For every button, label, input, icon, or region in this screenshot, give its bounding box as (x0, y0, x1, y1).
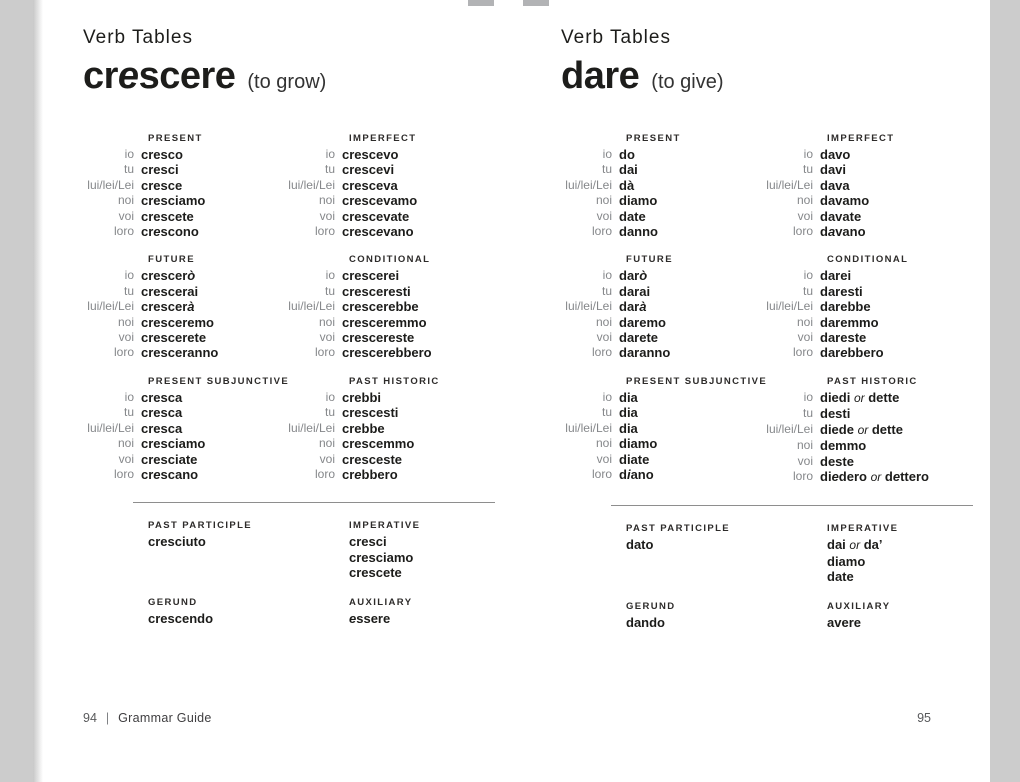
pronoun-label: voi (797, 208, 813, 223)
verb-form: darebbero (820, 345, 884, 361)
book-title: Grammar Guide (118, 711, 212, 725)
verb-form: daremmo (820, 314, 879, 330)
pronoun-label: voi (797, 453, 813, 468)
conjugation-row (762, 209, 963, 224)
pronoun-label: noi (796, 193, 813, 208)
verb-form: avere (827, 614, 861, 630)
conjugation-row (762, 193, 963, 208)
verb-form: dia (619, 389, 638, 405)
pronoun-label: io (124, 147, 134, 161)
conjugation-row (83, 315, 284, 330)
pronoun-label: tu (601, 162, 612, 177)
pronoun-label: noi (117, 193, 134, 208)
verb-title-line (83, 55, 511, 103)
verb-form: cresciamo (141, 436, 206, 452)
conjugation-row (561, 268, 762, 283)
pronoun-label: loro (113, 466, 134, 481)
verb-form: diano (619, 466, 654, 482)
pronoun-label: lui/lei/Lei (87, 177, 134, 192)
conjugation-tables (83, 131, 511, 482)
conjugation-row (762, 406, 963, 421)
verb-form: crescono (141, 224, 199, 240)
pronoun-label: noi (318, 193, 335, 208)
verb-form: cresceranno (141, 345, 219, 361)
verb-form: cresci (349, 534, 387, 550)
conjugation-row (561, 330, 762, 345)
verb-form: cresci (141, 162, 179, 178)
conjugation-row (762, 422, 963, 438)
verb-form: crescendo (148, 610, 214, 626)
verb-form: cresca (141, 420, 183, 436)
verb-form: cresceva (342, 177, 398, 193)
pronoun-label: loro (314, 224, 335, 239)
conjugation-row (83, 178, 284, 193)
verb-form: crescete (141, 208, 194, 224)
conjugation-table (83, 131, 284, 239)
conjugation-row (284, 268, 485, 283)
conjugation-row (284, 209, 485, 224)
extra-sections (626, 521, 989, 630)
pronoun-label: noi (595, 193, 612, 208)
conjugation-table (284, 374, 485, 482)
pronoun-label: noi (595, 314, 612, 329)
verb-form: cresceremo (141, 314, 214, 330)
verb-form: crebbero (342, 466, 398, 482)
conjugation-row (561, 345, 762, 360)
pronoun-label: lui/lei/Lei (565, 420, 612, 435)
conjugation-row (762, 178, 963, 193)
extra-section-label: IMPERATIVE (827, 523, 899, 535)
conjugation-row (762, 224, 963, 239)
verb-title: dare (561, 55, 640, 97)
pronoun-label: voi (319, 208, 335, 223)
verb-form: dato (626, 537, 654, 553)
pronoun-label: lui/lei/Lei (766, 299, 813, 314)
extra-section (148, 595, 349, 626)
conjugation-row (284, 224, 485, 239)
conjugation-row (83, 193, 284, 208)
pronoun-label: voi (118, 451, 134, 466)
verb-title: crescere (83, 55, 236, 97)
verb-form: davano (820, 224, 866, 240)
conjugation-row (83, 452, 284, 467)
conjugation-row (561, 147, 762, 162)
tab-stub[interactable] (523, 0, 549, 6)
tense-label: PRESENT (148, 133, 203, 144)
conjugation-row (83, 330, 284, 345)
verb-form: dai or da’ (827, 537, 883, 553)
tense-label: CONDITIONAL (827, 254, 909, 266)
conjugation-row (561, 421, 762, 436)
pronoun-label: voi (118, 208, 134, 223)
extra-section (827, 599, 1020, 630)
pronoun-label: io (803, 147, 813, 161)
pronoun-label: tu (802, 162, 813, 177)
conjugation-row (83, 209, 284, 224)
verb-form: cresciamo (141, 193, 206, 209)
conjugation-row (561, 315, 762, 330)
section-divider (133, 502, 495, 503)
tense-label: FUTURE (626, 254, 673, 266)
pronoun-label: tu (324, 283, 335, 298)
conjugation-table (83, 374, 290, 482)
conjugation-table (762, 374, 963, 485)
verb-form: daremo (619, 314, 666, 330)
conjugation-row (762, 330, 963, 345)
verb-form: danno (619, 224, 658, 240)
conjugation-row (83, 390, 284, 405)
verb-form: diedi or dette (820, 389, 900, 405)
pronoun-label: io (803, 389, 813, 404)
conjugation-row (284, 330, 485, 345)
verb-form: daresti (820, 283, 863, 299)
verb-form: crescereste (342, 330, 415, 346)
conjugation-row (561, 193, 762, 208)
tab-stub[interactable] (468, 0, 494, 6)
conjugation-row (762, 345, 963, 360)
conjugation-row (561, 162, 762, 177)
pronoun-label: voi (319, 451, 335, 466)
verb-form: crescete (349, 565, 402, 581)
tense-label: IMPERFECT (349, 133, 417, 144)
conjugation-row (83, 268, 284, 283)
conjugation-row (284, 345, 485, 360)
verb-form: cresciuto (148, 534, 206, 550)
verb-form: davate (820, 208, 862, 224)
verb-form: crescevo (342, 147, 399, 162)
pronoun-label: tu (601, 283, 612, 298)
conjugation-row (561, 224, 762, 239)
verb-form: essere (349, 610, 391, 626)
conjugation-table (284, 252, 485, 360)
conjugation-row (561, 178, 762, 193)
pronoun-label: io (602, 268, 612, 283)
conjugation-row (83, 421, 284, 436)
verb-gloss: (to give) (651, 71, 724, 93)
verb-form: darei (820, 268, 852, 284)
conjugation-row (83, 147, 284, 162)
conjugation-row (561, 390, 762, 405)
verb-form: crescerebbero (342, 345, 432, 361)
conjugation-table (561, 131, 762, 239)
pronoun-label: loro (314, 345, 335, 360)
conjugation-row (762, 268, 963, 283)
tense-label: PRESENT (626, 133, 681, 144)
pronoun-label: io (602, 389, 612, 404)
pronoun-label: noi (595, 436, 612, 451)
conjugation-row (83, 345, 284, 360)
pronoun-label: loro (792, 345, 813, 360)
verb-tables-heading: Verb Tables (83, 27, 193, 48)
extra-section-label: GERUND (148, 596, 198, 608)
extra-section (827, 521, 1020, 584)
conjugation-row (561, 436, 762, 451)
pronoun-label: noi (117, 436, 134, 451)
tense-label: PRESENT SUBJUNCTIVE (626, 375, 768, 387)
pronoun-label: noi (796, 438, 813, 453)
conjugation-row (284, 299, 485, 314)
conjugation-row (561, 299, 762, 314)
verb-gloss: (to grow) (247, 71, 327, 93)
pronoun-label: loro (113, 224, 134, 239)
extra-section-label: AUXILIARY (349, 596, 413, 608)
verb-form: crescevano (342, 224, 414, 240)
verb-form: crescerete (141, 330, 207, 346)
conjugation-row (83, 299, 284, 314)
verb-form: cresce (141, 177, 183, 193)
pronoun-label: loro (591, 345, 612, 360)
conjugation-row (762, 454, 963, 469)
extra-section-label: IMPERATIVE (349, 520, 421, 532)
extra-section-label: PAST PARTICIPLE (626, 523, 731, 535)
conjugation-row (284, 390, 485, 405)
verb-form: deste (820, 453, 854, 469)
conjugation-row (561, 209, 762, 224)
verb-form: cresciate (141, 451, 198, 467)
verb-form: crescemmo (342, 436, 415, 452)
conjugation-row (284, 284, 485, 299)
verb-form: dia (619, 405, 638, 421)
conjugation-row (762, 315, 963, 330)
verb-form: cresceste (342, 451, 402, 467)
verb-form: darai (619, 283, 651, 299)
conjugation-row (284, 452, 485, 467)
conjugation-row (561, 452, 762, 467)
verb-form: crescevamo (342, 193, 418, 209)
pronoun-label: noi (796, 314, 813, 329)
pronoun-label: io (124, 268, 134, 283)
verb-form: cresceresti (342, 283, 411, 299)
conjugation-row (762, 469, 963, 485)
verb-form: daranno (619, 345, 671, 361)
verb-form: diate (619, 451, 650, 467)
conjugation-row (83, 405, 284, 420)
verb-form: crescerei (342, 268, 400, 284)
conjugation-row (284, 436, 485, 451)
verb-form: crescerà (141, 299, 195, 315)
pronoun-label: tu (123, 283, 134, 298)
pronoun-label: noi (318, 314, 335, 329)
verb-form: crescevi (342, 162, 395, 178)
verb-form: darà (619, 299, 647, 315)
conjugation-row (284, 315, 485, 330)
conjugation-row (762, 390, 963, 406)
verb-form: darete (619, 330, 659, 346)
pronoun-label: noi (318, 436, 335, 451)
conjugation-row (762, 438, 963, 453)
conjugation-row (83, 467, 284, 482)
pronoun-label: loro (792, 224, 813, 239)
pronoun-label: io (325, 268, 335, 283)
page-footer (83, 711, 453, 725)
conjugation-row (284, 467, 485, 482)
pronoun-label: tu (601, 405, 612, 420)
conjugation-row (762, 162, 963, 177)
pronoun-label: voi (118, 330, 134, 345)
verb-form: dia (619, 420, 638, 436)
verb-form: do (619, 147, 635, 162)
section-divider (611, 505, 973, 506)
verb-form: cresca (141, 405, 183, 421)
verb-form: davo (820, 147, 851, 162)
conjugation-table (284, 131, 485, 239)
verb-form: dareste (820, 330, 867, 346)
verb-form: cresco (141, 147, 183, 162)
extra-section (626, 599, 827, 630)
page-number: 94 (83, 711, 97, 725)
conjugation-table (561, 374, 768, 485)
pronoun-label: lui/lei/Lei (87, 299, 134, 314)
footer-separator: | (105, 711, 110, 725)
conjugation-row (284, 193, 485, 208)
pronoun-label: lui/lei/Lei (766, 421, 813, 436)
conjugation-table (762, 252, 963, 360)
conjugation-row (83, 162, 284, 177)
pronoun-label: tu (123, 405, 134, 420)
pronoun-label: tu (802, 283, 813, 298)
verb-form: dava (820, 177, 850, 193)
page-number: 95 (917, 711, 931, 725)
pronoun-label: tu (324, 162, 335, 177)
book-spread (33, 0, 990, 782)
conjugation-row (284, 405, 485, 420)
tense-label: PAST HISTORIC (349, 375, 440, 387)
extra-section (626, 521, 827, 584)
verb-form: desti (820, 406, 851, 422)
verb-form: cresca (141, 389, 183, 405)
page-left (33, 0, 511, 782)
tense-label: FUTURE (148, 254, 195, 266)
pronoun-label: io (602, 147, 612, 161)
verb-form: dai (619, 162, 638, 178)
verb-form: diamo (827, 553, 866, 569)
extra-section (148, 518, 349, 580)
tense-label: CONDITIONAL (349, 254, 431, 266)
verb-form: crescerò (141, 268, 196, 284)
pronoun-label: noi (117, 314, 134, 329)
verb-tables-heading: Verb Tables (561, 27, 671, 48)
verb-form: darò (619, 268, 648, 284)
extra-section-label: PAST PARTICIPLE (148, 520, 253, 532)
pronoun-label: lui/lei/Lei (766, 177, 813, 192)
conjugation-row (284, 162, 485, 177)
verb-form: diedero or dettero (820, 468, 929, 484)
page-footer (561, 711, 931, 725)
extra-section-label: GERUND (626, 600, 676, 612)
verb-form: crescano (141, 466, 199, 482)
conjugation-table (83, 252, 284, 360)
pronoun-label: lui/lei/Lei (87, 420, 134, 435)
extra-section-label: AUXILIARY (827, 600, 891, 612)
pronoun-label: lui/lei/Lei (288, 177, 335, 192)
pronoun-label: io (325, 147, 335, 161)
conjugation-row (762, 284, 963, 299)
verb-form: crebbi (342, 389, 382, 405)
conjugation-row (83, 436, 284, 451)
verb-form: davamo (820, 193, 870, 209)
pronoun-label: lui/lei/Lei (288, 420, 335, 435)
conjugation-row (561, 467, 762, 482)
verb-form: crescesti (342, 405, 399, 421)
tense-label: PAST HISTORIC (827, 375, 918, 387)
verb-title-line (561, 55, 989, 103)
pronoun-label: io (124, 389, 134, 404)
verb-form: darebbe (820, 299, 871, 315)
conjugation-row (762, 299, 963, 314)
pronoun-label: loro (591, 224, 612, 239)
pronoun-label: io (803, 268, 813, 283)
conjugation-row (284, 421, 485, 436)
pronoun-label: voi (319, 330, 335, 345)
verb-form: diamo (619, 436, 658, 452)
verb-form: crescevate (342, 208, 410, 224)
verb-form: cresciamo (349, 549, 414, 565)
pronoun-label: io (325, 389, 335, 404)
conjugation-tables (561, 131, 989, 485)
conjugation-row (83, 224, 284, 239)
tense-label: IMPERFECT (827, 133, 895, 144)
verb-form: crebbe (342, 420, 385, 436)
conjugation-table (561, 252, 762, 360)
pronoun-label: loro (591, 466, 612, 481)
extra-sections (148, 518, 511, 626)
pronoun-label: tu (802, 406, 813, 421)
pronoun-label: voi (596, 208, 612, 223)
verb-form: davi (820, 162, 847, 178)
pronoun-label: voi (596, 330, 612, 345)
conjugation-row (284, 178, 485, 193)
pronoun-label: loro (792, 468, 813, 483)
pronoun-label: lui/lei/Lei (565, 177, 612, 192)
verb-form: crescerai (141, 283, 199, 299)
pronoun-label: tu (123, 162, 134, 177)
pronoun-label: lui/lei/Lei (288, 299, 335, 314)
tense-label: PRESENT SUBJUNCTIVE (148, 375, 290, 387)
page-right (511, 0, 989, 782)
verb-form: diede or dette (820, 421, 903, 437)
conjugation-row (83, 284, 284, 299)
pronoun-label: voi (797, 330, 813, 345)
verb-form: dà (619, 177, 635, 193)
verb-form: crescerebbe (342, 299, 419, 315)
conjugation-row (561, 405, 762, 420)
pronoun-label: loro (314, 466, 335, 481)
pronoun-label: lui/lei/Lei (565, 299, 612, 314)
verb-form: diamo (619, 193, 658, 209)
conjugation-row (561, 284, 762, 299)
conjugation-table (762, 131, 963, 239)
conjugation-row (762, 147, 963, 162)
verb-form: demmo (820, 438, 867, 454)
conjugation-row (284, 147, 485, 162)
verb-form: cresceremmo (342, 314, 427, 330)
verb-form: date (619, 208, 646, 224)
verb-form: dando (626, 614, 665, 630)
verb-form: date (827, 569, 854, 585)
pronoun-label: loro (113, 345, 134, 360)
pronoun-label: voi (596, 451, 612, 466)
pronoun-label: tu (324, 405, 335, 420)
